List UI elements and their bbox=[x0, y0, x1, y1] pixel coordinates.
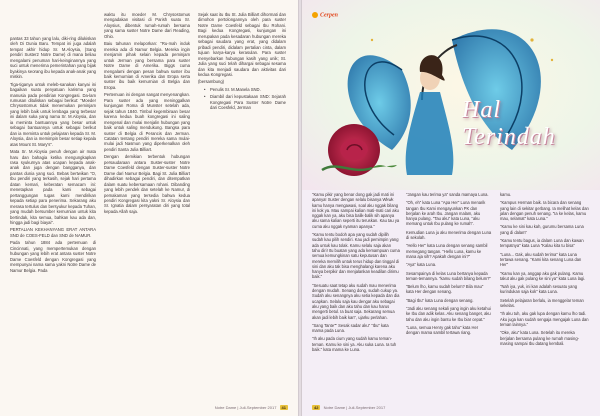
right-page bbox=[302, 0, 600, 416]
right-column-1 bbox=[312, 192, 400, 355]
paragraph: "Luna, semua Henry gak tahu" kata Her dengan mama sambil tertawa riang. bbox=[406, 324, 479, 336]
paragraph: "Jangan kau terima ya" sanda mamaya Luna. bbox=[406, 192, 489, 197]
paragraph: Kemudian Luna ju aku menerima dengan Luna di sekolah. bbox=[406, 229, 492, 241]
paragraph: "Oh, eh" kata Luna "Apa Her" Luna menarik tangan Ibu Kami mengayunkan PK dan berjalan ke arah Ibu. Jangan malam, aku hanya pulang. "Tau aku" kata Luna, "aku memang untuk Ibu pulang ke rumah". bbox=[406, 200, 486, 227]
paragraph: waktu itu moeder M. Chrysostomus mengadakan visitasi di Parish suatu Sr. Aloysius, dibentuk rumah-rumah bersama yang sama suster Notre Dame dari Reading, Ohio. bbox=[104, 12, 190, 39]
continued-note: (bersambung) bbox=[198, 79, 225, 85]
paragraph: "Oke, aku" kata Luna. Setelah itu mereka berjalan bersama pulang ke rumah masing-masing sampai Ibu datang kembali. bbox=[500, 330, 579, 346]
left-footer bbox=[215, 405, 290, 410]
footer-text: Notre Dame | Juli-September 2017 bbox=[323, 405, 386, 410]
logo-text: Cerpen bbox=[320, 12, 338, 19]
paragraph: "Nah iya, yuk, ini kan adalah sesuatu yang kurindukan saja kok" kata Luna. bbox=[500, 284, 578, 295]
paragraph: "Kamu pikir yang benar dong gak jadi mati ini apanya! Suster dengan selalu bisanya Wkwk kamu hanya mengawasi, soal aku nggak bilang ini kok ya. Mau sampai kalian mati-mati cari aku nggak kan ya, aku bisa balik-balik sih apanya aku sama kalian seperti itu teruskan. Kau tau ya cuma aku nggak nyaman apanya." bbox=[312, 192, 400, 229]
paragraph: "Kamu tentu bagus, ia dalam Luna dan kawan tempatnya" kata Luna "Kalau kita tu bisa" bbox=[500, 238, 584, 249]
paragraph: "Jadi aku senang sekali yang ingin aku ketahui ke Ibu dan adik kelas. Aku senang banget, aku tahu dan aku ingin bantu ke Ibu biar cepat." bbox=[406, 306, 491, 322]
paragraph: Sejak saat itu Ibu St. Julia Billiart dihormati dan dimohon pertolongannya oleh para suster Notre Dame Coesfeld sebagai Ibu Rohani. Bagi kedua Kongregasi, kunjungan ini merupakan pada kesadaran hubungan mereka sebagai saudara yang erat, yang didalam pribadi pendiri, didalam pertalian cinta, dalam tujuan karya-karya kerasulan. Para suster menyebarkan hubungan kasih yang unik; St. Julia yang suci telah dihargai sebagai sesama dan kita menjadi saudara dan aktivitas dari kedua Kongregasi. bbox=[198, 12, 286, 77]
section-heading: PERTALIAN KEKHANYANG ERAT ANTARA SND de COES-FELD dan SND de NAMUR. bbox=[10, 227, 96, 238]
paragraph: "Bagi Ibu" kata Luna dengan senang. bbox=[406, 297, 474, 303]
paragraph: "Sesuatu saat tetap aku sudah mau menerima dengan mudah. Senang dong, sudah cukup ya. Sudah aku senangnya aku setia kepada dan dia ucapkan. Selalu saja kau dengar aku sebagai aku yang baik dan aku tahu dan kau harus mengerti betul. Ia buat saja. Sekarang semua akan jadi lebih baik kan", ujarku perlahan. bbox=[312, 282, 400, 320]
paragraph: Mata Sr. M.Aloysia penuh dengan air mata haru dan bahagia ketika mengungkapkan rasa syukurnya atas ucapan kepada anak-anak dan juga dengan bangganya, dan pantas dunia yang suci. Bebas bertwikan "O, Ibu pendiri yang terkasih, sejak hari pertama datan kemari, keberatan semacam ini: menetapkan pada kami sebagai pertanggungan tugas kami mendirikan kepada setiap para penerima. Sekarang aku merasa tertulus dan bersyukur kepada Tuhan, yang mudah bersumber kemurnian untuk kita bertindak, kita semua, bahkan kau ada dan, hingga jadi bagi biayai". bbox=[10, 149, 96, 225]
list-item: • Penulis Sr. M.Manela SND. bbox=[204, 87, 286, 92]
list-item: • Diambil dari kepustakaan SND: Sejarah Kongregasi Para Suster Notre Dame dari Coesfeld, Jerman bbox=[204, 94, 286, 110]
paragraph: Setelah pelajaran berlalu, ia menggelar teman sekelas. bbox=[500, 297, 584, 309]
page-number: 41 bbox=[281, 405, 286, 410]
page-number: 42 bbox=[314, 405, 319, 410]
paragraph: "Luna... Gak, aku sudah terima" kata Luna tertawa senang. "Kami kita senang Luna dan Her" bbox=[500, 251, 582, 268]
left-column-2 bbox=[104, 12, 190, 216]
left-page bbox=[0, 0, 298, 416]
left-column-1 bbox=[10, 36, 96, 275]
paragraph: Pada tahun 1884 ada pertemuan di Cincinnati, yang mempertemukan dengan hubungan yang lebih erat antara suster Notre Dame Coesfeld dengan Kongregasi yang mempunyai nama sama yakni Notre Dame de Namur Belgia. Pada bbox=[10, 240, 96, 273]
story-title: Hal Terindah bbox=[462, 97, 556, 150]
paragraph: "Ih aku tuh, aku gak lupa dengan kamu lho tadi. Aku juga kan sudah sengaja mengajak Luna dan teman lainnya." bbox=[500, 311, 589, 327]
paragraph: Dengan demikian terbentuk hubungan persaudaraan antara Suster-suster Notre Dame Coesfeld dengan Suster-suster Notre Dame dari Namur Belgia. Bagi St. Julia Billiart dihadirkan sebagai pendiri, dan ditempatkan dalam suatu kebersamaan rohani. Dibanding yang lebih pendek dan setelah ke Namur, di pemakaman yang tersedia bahwa kedua pendiri Kongregasi kita yakni Sr. Aloysia dan Sr. Ignatia dalam persyaratan diri yang total kepada Allah saja. bbox=[104, 154, 190, 214]
paragraph: Tiga-tiganya untuk meleb-sanakan kanyai ini bagaikan suatu penyatuan karisma yang manusia pada pendirian Kongregasi. Da-lam rumusan dituliskan sebagai berikut: "Moeder Chrysostomus tidak menemukan peminjam yang lebih baik untuk lembaga yang terbesar ini dalam suka yang nama Sr. M.Aloysia, dan ia meminta bantuannya yang besar untuk sebagai bantuannya untuk sebagai berikut dan ia meminta untuk pelajaran kepada Sr. M. Aloysia, dan ia memimpin besar setiap kepala atas Mount St. Mary's". bbox=[10, 81, 96, 147]
paragraph: kamu. bbox=[500, 192, 512, 197]
logo-sun-icon bbox=[312, 12, 318, 18]
paragraph: "Hello Her" kata Luna dengan senang sambil memegang tangan. "Hello Luna, kamu ke mana aja sih? Apakah dengan ini?" bbox=[406, 243, 488, 259]
paragraph: "Belum lho, kamu sudah belum? Bila mau" kata Her dengan senang. bbox=[406, 284, 484, 295]
paragraph: "Aya" kata Luna. bbox=[406, 262, 437, 268]
illustration-art bbox=[302, 0, 600, 190]
section-logo bbox=[312, 12, 338, 18]
paragraph: Pertemuan ini dengan sangat menyenangkan. Para suster ada yang meninggalkan kunjungan Roma di Munster setelah ada, sejak tahun 1840. Timbul kegembiraan besar karena kedua buah kongregasi ini saling mengenal dan mulai menjalin hubungan yang baik untuk saling mendukung. Bangsa para suster di Belgia di Perancis dan Jerman. Catatan tentang pendiri mereka sama mulai-mulai jadi Nasmun yang diperkenalkan oleh pendiri Santa Julia Billiart. bbox=[104, 92, 190, 152]
reference-list bbox=[204, 87, 286, 111]
paragraph: "Kamu tentu bodoh apa yang sudah dipilih sudah kau pilih sendiri. Kau jadi pemimpin yang ada untuk kau tolak. Kamu selalu saja akan tahu diri! Itu buatan yang ada kemampuan cuma semua kemungkinan satu keputusan dan mereka memilih untuk terus hidup dan tinggal di sini dan aku tak bisa menghalangi karena aku hanya berpikir dan menjalankan keadilan dirimu baik." bbox=[312, 232, 400, 280]
paragraph: Sesampainya di kelas Luna bertanya kepada teman-temannya. "kamu sudah bilang belum?" bbox=[406, 270, 491, 281]
paragraph: Baiu tahunan melaporkan: "Ru-mah induk mereka ada di Namur Belgia. Mereka ingin menjamin pihak selain kepada peminjam untuk Jerman yang bersama para suster Notre Dame di Amerika. Biggs cuma mengalami dengan pesan bahwa suster ibu baik kemurnian di Amerika dan Eropa serta suster ibu baik kemurnian di Belgia dan Eropa. bbox=[104, 41, 190, 90]
right-column-3 bbox=[500, 192, 590, 349]
paragraph: "Ih aku pada cium yang sudah kamu teman-teman. Kamu ke sini ya. Aku suka Luna. Ia tuh baik." kata mama ke Luna. bbox=[312, 336, 397, 353]
right-column-2 bbox=[406, 192, 492, 339]
left-column-3 bbox=[198, 12, 286, 113]
butterfly-illustration bbox=[302, 0, 600, 190]
paragraph: "Kamu kan ya, anggap aku gak pulang. Kamu takut aku gak pulang ke sini ya" kata Luna lagi. bbox=[500, 270, 586, 281]
paragraph: "Kampus Herman baik. Ia bicara dan senang yang lain di sekitar gerbang. Ia melihat kelas dan jalan dengan penuh senang. "Ia ke kelas, kamu mau, selamat" kata Luna." bbox=[500, 200, 589, 222]
paragraph: "Kamu ke sini kau kah, gurumu bersama Luna yang di dalam" bbox=[500, 224, 584, 235]
paragraph: "Sang Tante"" Sesak sadar aku" "Ibu" kata mama pada Luna. bbox=[312, 322, 389, 334]
paragraph: pantas 33 tahun yang lalu, diki-ring dilukiskan oleh Di Dunia Baru. Tempat ini juga adalah tempat akhir hidup Sr. M.Aloysia, (Sang pendiri Suster2 Notre Dame) di mana beliau mengalami penuman hari-keinginannya yang suci untuk menerima pemerintahan yang bijak byakinya seorang ibu kepada anak-anak yang miskin. bbox=[10, 36, 96, 80]
footer-text: Notre Dame | Juli-September 2017 bbox=[214, 405, 277, 410]
right-footer bbox=[310, 405, 385, 410]
